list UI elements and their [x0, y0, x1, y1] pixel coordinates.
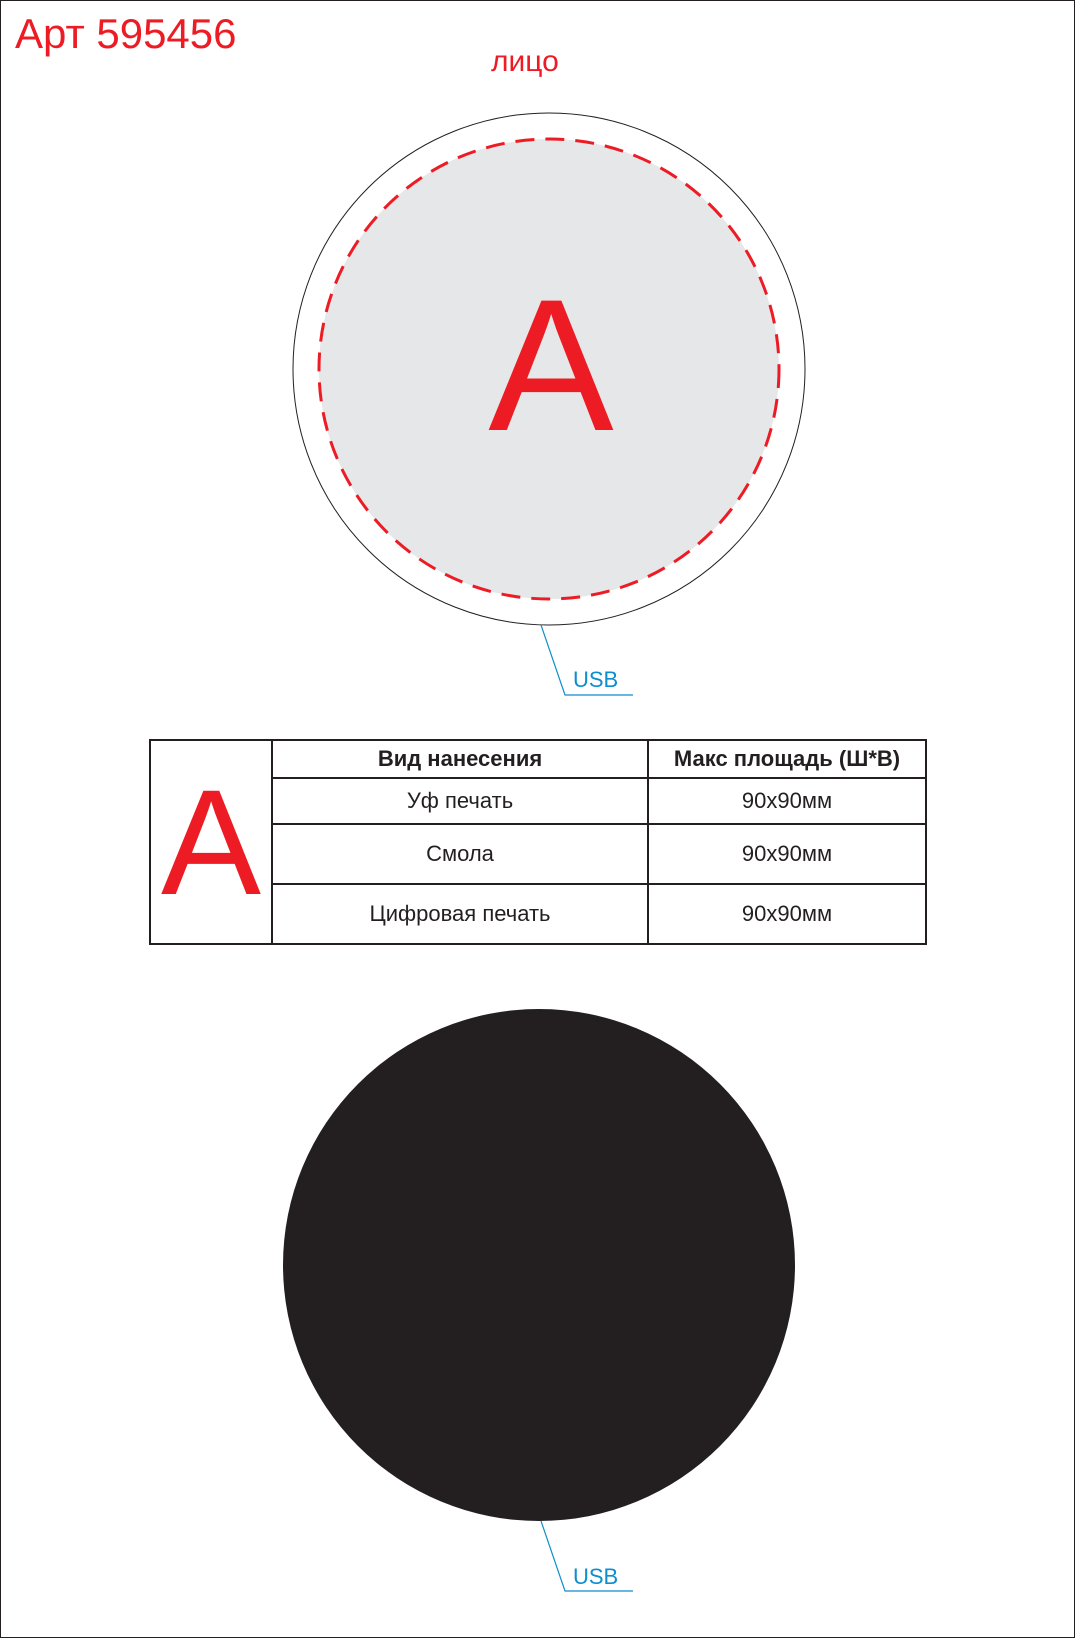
method-cell: Уф печать	[272, 778, 648, 824]
max-area-cell: 90x90мм	[648, 778, 926, 824]
header-method: Вид нанесения	[272, 740, 648, 778]
max-area-cell: 90x90мм	[648, 884, 926, 944]
print-methods-table	[149, 739, 927, 945]
back-body	[283, 1009, 795, 1521]
max-area-cell: 90x90мм	[648, 824, 926, 884]
method-cell: Смола	[272, 824, 648, 884]
usb-label-front: USB	[573, 667, 619, 692]
usb-label-back: USB	[573, 1564, 619, 1589]
table-header-row	[150, 740, 926, 778]
side-label: лицо	[491, 45, 559, 78]
article-number: Арт 595456	[15, 10, 237, 57]
zone-marker-table: A	[150, 740, 272, 944]
zone-marker-front: A	[488, 260, 614, 470]
method-cell: Цифровая печать	[272, 884, 648, 944]
header-max-area: Макс площадь (Ш*В)	[648, 740, 926, 778]
